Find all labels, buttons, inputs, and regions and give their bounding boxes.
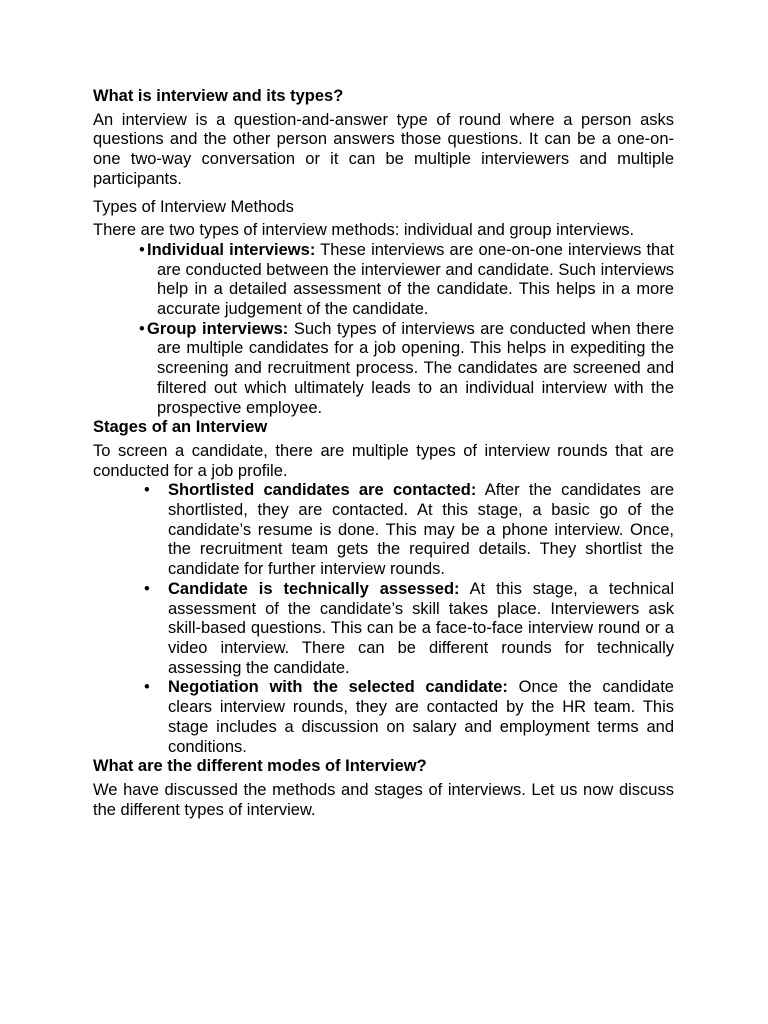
methods-title: Types of Interview Methods: [93, 197, 294, 216]
intro-paragraph: An interview is a question-and-answer type of round where a person asks questions and the other person answers those questions. It can be a one-on-one two-way conversation or it can be multiple interviewers and multiple participants.: [93, 110, 674, 188]
stages-intro-paragraph: To screen a candidate, there are multiple types of interview rounds that are conducted for a job profile.: [93, 441, 674, 480]
list-item-term: Group interviews:: [147, 319, 289, 338]
bullet-icon: •: [144, 481, 150, 500]
bullet-icon: •: [144, 579, 150, 598]
methods-list: [93, 241, 674, 418]
list-item: [93, 678, 674, 757]
list-item-text: At this stage, a technical assessment of the candidate’s skill takes place. Interviewers ask skill-based questions. This can be a face-to-face interview round or a video interview. There can be different rounds for technically assessing the candidate.: [168, 579, 674, 677]
bullet-icon: •: [144, 678, 150, 697]
list-item-text: After the candidates are shortlisted, they are contacted. At this stage, a basic go of the candidate’s resume is done. This may be a phone interview. Once, the recruitment team gets the required details. They shortlist the candidate for further interview rounds.: [168, 481, 674, 579]
bullet-icon: •: [139, 240, 145, 259]
closing-paragraph: We have discussed the methods and stages of interviews. Let us now discuss the different types of interview.: [93, 780, 674, 819]
heading-stages: Stages of an Interview: [93, 418, 268, 437]
list-item-text: These interviews are one-on-one interviews that are conducted between the interviewer and candidate. Such interviews help in a detailed assessment of the candidate. This helps in a more accurate judgement of the candidate.: [157, 240, 674, 319]
list-item-term: Individual interviews:: [147, 240, 316, 259]
list-item: [93, 481, 674, 580]
heading-modes: What are the different modes of Interview?: [93, 757, 427, 776]
list-item-text: Once the candidate clears interview rounds, they are contacted by the HR team. This stage includes a discussion on salary and employment terms and conditions.: [168, 678, 674, 756]
stages-list: [93, 481, 674, 757]
list-item-term: Shortlisted candidates are contacted:: [168, 481, 477, 500]
list-item-text: Such types of interviews are conducted when there are multiple candidates for a job opening. This helps in expediting the screening and recruitment process. The candidates are screened and filtered out which ultimately leads to an individual interview with the prospective employee.: [157, 319, 674, 417]
list-item-term: Candidate is technically assessed:: [168, 579, 460, 598]
heading-interview-types: What is interview and its types?: [93, 87, 344, 105]
methods-intro-paragraph: There are two types of interview methods: individual and group interviews.: [93, 221, 635, 240]
list-item: [93, 241, 674, 320]
list-item-term: Negotiation with the selected candidate:: [168, 678, 508, 697]
list-item: [93, 320, 674, 419]
bullet-icon: •: [139, 319, 145, 338]
list-item: [93, 580, 674, 679]
document-page: [93, 87, 674, 820]
